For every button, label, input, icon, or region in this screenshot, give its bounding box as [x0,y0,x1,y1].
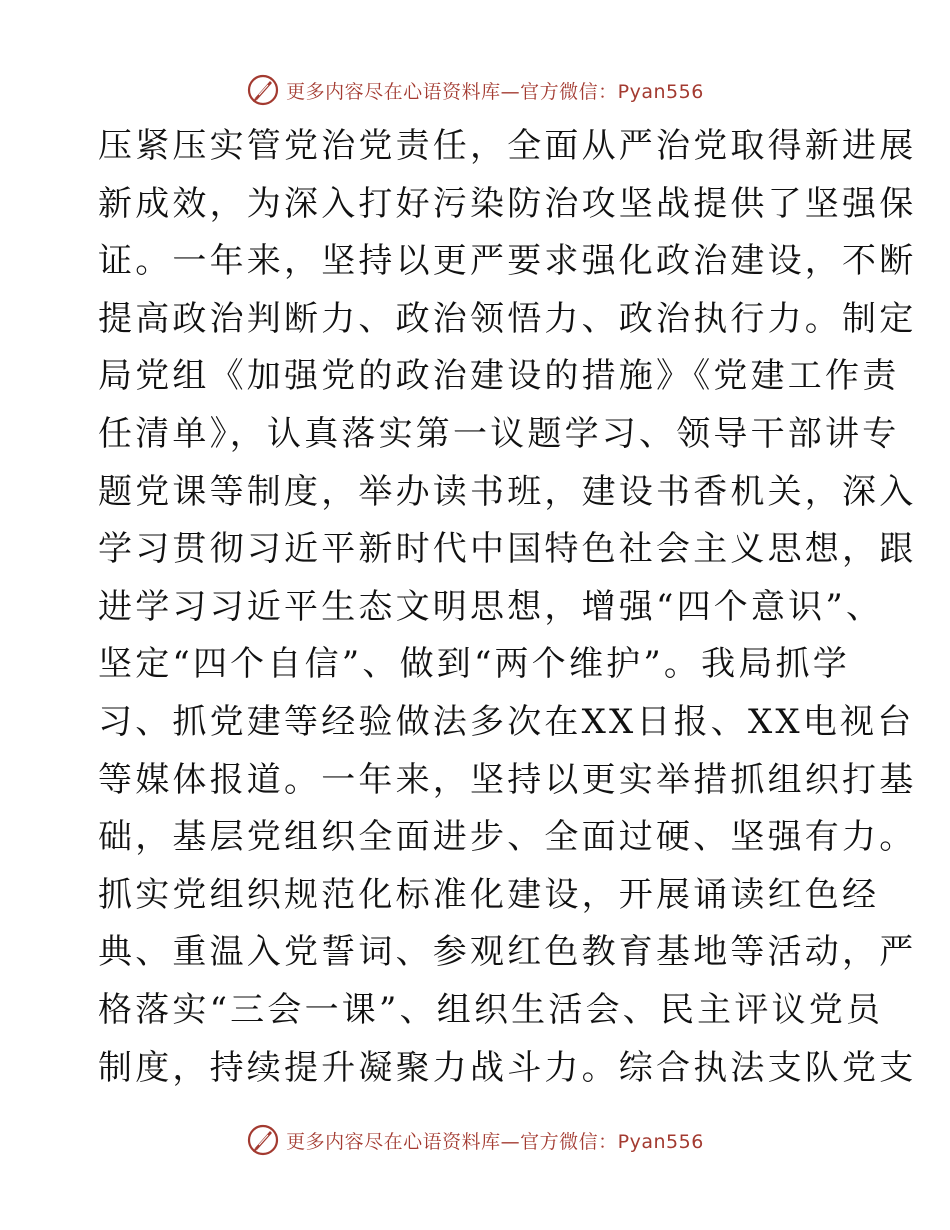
body-line: 典、重温入党誓词、参观红色教育基地等活动，严 [98,932,917,973]
body-line: 坚定“四个自信”、做到“两个维护”。我局抓学 [98,644,850,685]
body-line: 抓实党组织规范化标准化建设，开展诵读红色经 [98,874,880,915]
feather-pen-logo-icon [246,1123,280,1157]
body-line: 证。一年来，坚持以更严要求强化政治建设，不断 [98,241,917,282]
footer-watermark-text: 更多内容尽在心语资料库—官方微信：Pyan556 [286,1130,704,1153]
body-line: 格落实“三会一课”、组织生活会、民主评议党员 [98,989,884,1030]
body-line: 学习贯彻习近平新时代中国特色社会主义思想，跟 [98,529,917,570]
body-line: 制度，持续提升凝聚力战斗力。综合执法支队党支 [98,1047,917,1088]
body-line: 习、抓党建等经验做法多次在XX日报、XX电视台 [98,701,915,742]
header-watermark-text: 更多内容尽在心语资料库—官方微信：Pyan556 [286,80,704,103]
document-body [98,118,917,1097]
body-line: 压紧压实管党治党责任，全面从严治党取得新进展 [98,126,917,166]
body-line: 础，基层党组织全面进步、全面过硬、坚强有力。 [98,817,917,858]
body-line: 新成效，为深入打好污染防治攻坚战提供了坚强保 [98,183,917,224]
body-line: 任清单》，认真落实第一议题学习、领导干部讲专 [98,413,900,454]
body-line: 进学习习近平生态文明思想，增强“四个意识”、 [98,586,884,627]
footer-watermark [0,1120,950,1160]
body-line: 题党课等制度，举办读书班，建设书香机关，深入 [98,471,917,512]
body-line: 提高政治判断力、政治领悟力、政治执行力。制定 [98,298,917,339]
body-line: 局党组《加强党的政治建设的措施》《党建工作责 [98,356,900,397]
body-line: 等媒体报道。一年来，坚持以更实举措抓组织打基 [98,759,917,800]
header-watermark [0,70,950,110]
feather-pen-logo-icon [246,73,280,107]
